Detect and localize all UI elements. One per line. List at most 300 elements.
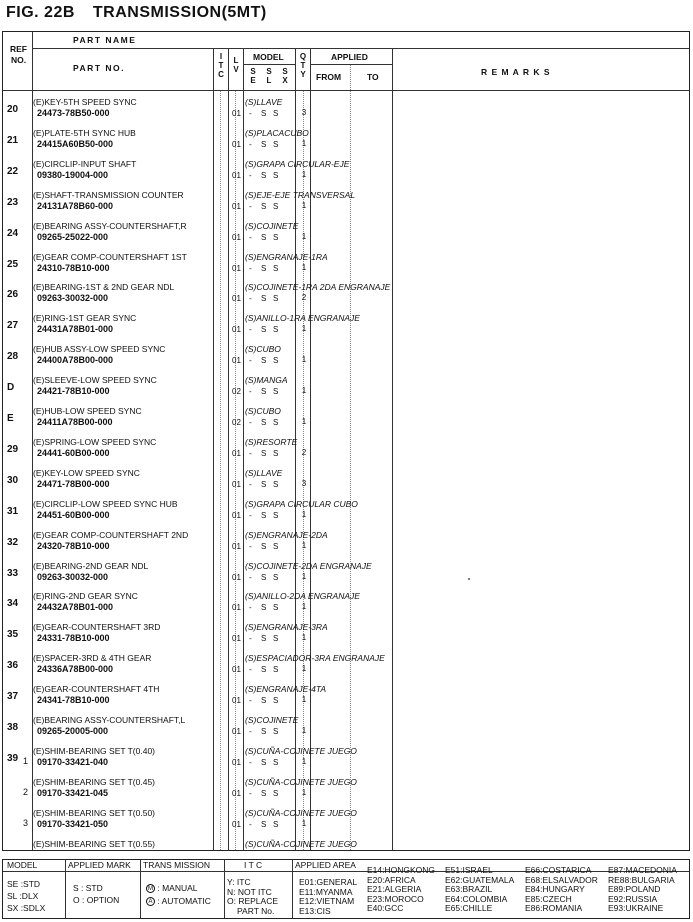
model-sx-mark: S	[273, 696, 279, 706]
ref-number: D	[7, 382, 15, 394]
model-marks	[249, 294, 285, 303]
model-sx-mark: S	[273, 109, 279, 118]
quantity-value: 3	[301, 478, 307, 488]
lv-header: L V	[233, 56, 239, 74]
quantity-value: 1	[301, 756, 307, 766]
quantity-value: 1	[301, 355, 307, 365]
table-row	[3, 621, 689, 652]
ref-number: 33	[7, 567, 19, 579]
quantity-value: 1	[301, 726, 307, 735]
quantity-value: 1	[301, 262, 307, 272]
ref-number: 26	[7, 289, 19, 301]
level-value: 01	[232, 139, 241, 149]
ref-number: 27	[7, 320, 19, 332]
model-se-mark: -	[249, 696, 252, 706]
model-col-sl: S L	[266, 67, 272, 85]
manual-symbol-icon: M	[148, 886, 153, 893]
table-row	[3, 374, 689, 405]
part-name: (E)SHAFT-TRANSMISSION COUNTER	[33, 189, 184, 200]
parts-table	[2, 31, 690, 851]
model-sl-mark: S	[261, 727, 267, 736]
table-row	[3, 281, 689, 312]
part-name: (E)GEAR COMP-COUNTERSHAFT 1ST	[33, 251, 187, 262]
part-number: 24320-78B10-000	[37, 540, 110, 551]
model-se-mark: -	[249, 387, 252, 397]
spanish-name: (S)ESPACIADOR-3RA ENGRANAJE	[245, 653, 385, 664]
part-name: (E)BEARING ASSY-COUNTERSHAFT,R	[33, 220, 187, 231]
model-marks	[249, 573, 285, 582]
model-sx-mark: S	[273, 603, 279, 613]
level-value: 01	[232, 757, 241, 767]
part-number: 24451-60B00-000	[37, 509, 110, 520]
ref-number: 36	[7, 660, 19, 672]
table-row	[3, 652, 689, 683]
part-name: (E)SPRING-LOW SPEED SYNC	[33, 436, 157, 447]
part-name: (E)BEARING-1ST & 2ND GEAR NDL	[33, 282, 175, 293]
model-sl-mark: S	[261, 634, 267, 644]
legend-models: SE :STD SL :DLX SX :SDLX	[7, 879, 46, 913]
model-sl-mark: S	[261, 819, 267, 829]
spanish-name: (S)CUÑA-COJINETE JUEGO	[245, 745, 357, 756]
ref-number: 21	[7, 134, 19, 146]
spanish-name: (S)LLAVE	[245, 97, 283, 107]
model-sl-mark: S	[261, 603, 267, 613]
model-sx-mark: S	[273, 201, 279, 211]
ref-number: 23	[7, 196, 19, 208]
part-number: 24400A78B00-000	[37, 355, 114, 366]
legend-marks: S : STD O : OPTION	[73, 883, 120, 905]
model-sl-mark: S	[261, 109, 267, 118]
model-se-mark: -	[249, 109, 252, 118]
ref-number: 32	[7, 536, 19, 548]
part-name: (E)SHIM-BEARING SET T(0.55)	[33, 838, 156, 849]
table-row	[3, 498, 689, 529]
quantity-value: 1	[301, 633, 307, 643]
quantity-value: 2	[301, 293, 307, 303]
model-se-mark: -	[249, 727, 252, 736]
model-sx-mark: S	[273, 634, 279, 644]
part-name: (E)BEARING-2ND GEAR NDL	[33, 560, 149, 571]
model-sx-mark: S	[273, 510, 279, 520]
level-value: 01	[232, 294, 241, 304]
quantity-value: 1	[301, 509, 307, 519]
model-sl-mark: S	[261, 232, 267, 242]
model-marks	[249, 542, 285, 551]
level-value: 02	[232, 418, 241, 427]
level-value: 01	[232, 479, 241, 489]
part-name: (E)RING-2ND GEAR SYNC	[33, 591, 138, 602]
quantity-value: 3	[301, 108, 307, 117]
model-sx-mark: S	[273, 139, 279, 149]
model-se-mark: -	[249, 170, 252, 180]
ref-number: 31	[7, 505, 19, 517]
model-sl-mark: S	[261, 541, 267, 551]
model-sx-mark: S	[273, 727, 279, 736]
table-row	[3, 220, 689, 251]
quantity-value: 1	[301, 787, 307, 797]
part-number: 09170-33421-045	[37, 787, 109, 798]
level-value: 01	[232, 634, 241, 644]
model-se-mark: -	[249, 294, 252, 304]
table-row	[3, 807, 689, 838]
figure-number: FIG. 22B	[6, 4, 75, 21]
part-number: 24310-78B10-000	[37, 262, 110, 273]
model-col-se: S E	[250, 67, 256, 85]
spanish-name: (S)CUÑA-COJINETE JUEGO	[245, 776, 357, 787]
part-no-header: PART NO.	[73, 63, 125, 73]
part-number: 09380-19004-000	[37, 169, 109, 180]
level-value: 01	[232, 170, 241, 180]
ref-number: 22	[7, 165, 19, 177]
quantity-value: 1	[301, 571, 307, 581]
table-row	[3, 436, 689, 467]
part-number: 24411A78B00-000	[37, 417, 113, 427]
part-number: 09265-25022-000	[37, 231, 109, 242]
table-row	[3, 714, 689, 745]
spanish-name: (S)CUBO	[245, 344, 281, 355]
ref-number: 30	[7, 474, 19, 486]
part-name: (E)PLATE-5TH SYNC HUB	[33, 127, 136, 138]
automatic-symbol-icon: A	[146, 897, 155, 906]
legend-areas-col5: E87:MACEDONIA RE88:BULGARIA E89:POLAND E92:RUSSIA E93:UKRAINE	[608, 865, 677, 913]
qty-header: Q T Y	[299, 52, 307, 79]
legend-areas-col4: E66:COSTARICA E68:ELSALVADOR E84:HUNGARY E85:CZECH E86:ROMANIA	[525, 865, 598, 913]
part-name: (E)GEAR-COUNTERSHAFT 4TH	[33, 684, 160, 695]
spanish-name: (S)LLAVE	[245, 467, 283, 478]
model-se-mark: -	[249, 418, 252, 427]
quantity-value: 1	[301, 169, 307, 179]
level-value: 01	[232, 109, 241, 118]
model-sx-mark: S	[273, 263, 279, 273]
model-sl-mark: S	[261, 356, 267, 366]
model-sx-mark: S	[273, 387, 279, 397]
model-marks	[249, 696, 285, 705]
table-row	[3, 343, 689, 374]
part-number: 24471-78B00-000	[37, 478, 110, 489]
model-sl-mark: S	[261, 170, 267, 180]
model-header: MODEL	[253, 52, 284, 62]
model-marks	[249, 233, 285, 242]
speck-mark	[468, 578, 470, 580]
level-value: 01	[232, 356, 241, 366]
model-sl-mark: S	[261, 418, 267, 427]
quantity-value: 1	[301, 664, 307, 674]
quantity-value: 1	[301, 818, 307, 828]
quantity-value: 1	[301, 602, 307, 612]
spanish-name: (S)GRAPA CIRCULAR CUBO	[245, 498, 358, 509]
part-name: (E)CIRCLIP-INPUT SHAFT	[33, 158, 137, 169]
model-sl-mark: S	[261, 479, 267, 489]
part-name: (E)RING-1ST GEAR SYNC	[33, 313, 137, 324]
level-value: 01	[232, 819, 241, 829]
model-se-mark: -	[249, 634, 252, 644]
level-value: 02	[232, 387, 241, 397]
level-value: 01	[232, 727, 241, 736]
ref-number: 35	[7, 629, 19, 641]
ref-number: 34	[7, 598, 19, 610]
part-number: 24131A78B60-000	[37, 200, 114, 211]
legend-areas-col2: E14:HONGKONG E20:AFRICA E21:ALGERIA E23:MOROCO E40:GCC	[367, 865, 436, 913]
part-number: 09263-30032-000	[37, 293, 109, 304]
legend-areas-col3: E51:ISRAEL E62:GUATEMALA E63:BRAZIL E64:COLOMBIA E65:CHILLE	[445, 865, 515, 913]
model-marks	[249, 356, 285, 365]
model-se-mark: -	[249, 757, 252, 767]
model-marks	[249, 511, 285, 520]
itc-header: I T C	[218, 52, 224, 79]
model-sl-mark: S	[261, 448, 267, 458]
model-se-mark: -	[249, 232, 252, 242]
part-number: 24473-78B50-000	[37, 108, 110, 118]
model-sl-mark: S	[261, 263, 267, 273]
spanish-name: (S)ENGRANAJE-4TA	[245, 684, 327, 695]
table-row	[3, 745, 689, 776]
table-row	[3, 467, 689, 498]
model-marks	[249, 789, 285, 798]
legend	[2, 859, 690, 919]
model-sl-mark: S	[261, 572, 267, 582]
model-sx-mark: S	[273, 541, 279, 551]
part-number: 24415A60B50-000	[37, 138, 114, 149]
part-number: 24432A78B01-000	[37, 602, 114, 613]
model-se-mark: -	[249, 263, 252, 273]
model-marks	[249, 603, 285, 612]
model-marks	[249, 758, 285, 767]
model-sl-mark: S	[261, 294, 267, 304]
level-value: 01	[232, 232, 241, 242]
level-value: 01	[232, 696, 241, 706]
model-sl-mark: S	[261, 696, 267, 706]
model-col-sx: S X	[282, 67, 288, 85]
quantity-value: 1	[301, 200, 307, 210]
model-sl-mark: S	[261, 325, 267, 335]
model-sl-mark: S	[261, 201, 267, 211]
table-row	[3, 529, 689, 560]
table-row	[3, 312, 689, 343]
level-value: 01	[232, 325, 241, 335]
spanish-name: (S)ANILLO-1RA ENGRANAJE	[245, 313, 360, 324]
table-row	[3, 251, 689, 282]
model-marks	[249, 449, 285, 458]
level-value: 01	[232, 603, 241, 613]
quantity-value: 1	[301, 417, 307, 426]
model-marks	[249, 264, 285, 273]
model-sl-mark: S	[261, 387, 267, 397]
ref-number: E	[7, 413, 14, 424]
level-value: 01	[232, 201, 241, 211]
model-marks	[249, 387, 285, 396]
ref-number: 39	[7, 752, 19, 764]
spanish-name: (S)EJE-EJE TRANSVERSAL	[245, 189, 356, 200]
legend-itc: Y: ITC N: NOT ITC O: REPLACE PART No.	[227, 877, 279, 916]
model-marks	[249, 140, 285, 149]
part-name: (E)KEY-5TH SPEED SYNC	[33, 97, 137, 107]
part-name: (E)HUB-LOW SPEED SYNC	[33, 406, 142, 416]
spanish-name: (S)ENGRANAJE-3RA	[245, 622, 328, 633]
model-se-mark: -	[249, 665, 252, 675]
model-marks	[249, 665, 285, 674]
ref-number: 28	[7, 351, 19, 363]
level-value: 01	[232, 263, 241, 273]
model-marks	[249, 727, 285, 736]
applied-header: APPLIED	[331, 52, 368, 62]
quantity-value: 1	[301, 324, 307, 334]
legend-trans: M : MANUAL A : AUTOMATIC	[148, 883, 211, 906]
part-number: 09170-33421-040	[37, 756, 109, 767]
model-sx-mark: S	[273, 356, 279, 366]
legend-itc-title: I T C	[244, 860, 263, 870]
quantity-value: 1	[301, 138, 307, 148]
legend-applied-mark-title: APPLIED MARK	[68, 860, 131, 870]
model-sl-mark: S	[261, 510, 267, 520]
legend-areas-col1: E01:GENERAL E11:MYANMA E12:VIETNAM E13:CIS	[299, 877, 358, 916]
level-value: 01	[232, 665, 241, 675]
model-sx-mark: S	[273, 572, 279, 582]
part-number: 24431A78B01-000	[37, 324, 114, 335]
remarks-header: R E M A R K S	[481, 67, 551, 77]
spanish-name: (S)ENGRANAJE-1RA	[245, 251, 328, 262]
model-sx-mark: S	[273, 448, 279, 458]
ref-number: 29	[7, 443, 19, 455]
part-name: (E)GEAR COMP-COUNTERSHAFT 2ND	[33, 529, 189, 540]
ref-no-header: REF NO.	[10, 44, 27, 65]
table-row	[3, 127, 689, 158]
table-row	[3, 560, 689, 591]
figure-title: TRANSMISSION(5MT)	[92, 4, 267, 21]
legend-model-title: MODEL	[7, 860, 38, 870]
spanish-name: (S)COJINETE	[245, 715, 299, 725]
quantity-value: 1	[301, 695, 307, 705]
part-number: 09170-33421-050	[37, 818, 109, 829]
spanish-name: (S)PLACACUBO	[245, 127, 309, 138]
model-se-mark: -	[249, 788, 252, 798]
quantity-value: 1	[301, 540, 307, 550]
part-name: (E)SHIM-BEARING SET T(0.40)	[33, 745, 156, 756]
model-se-mark: -	[249, 479, 252, 489]
model-marks	[249, 634, 285, 643]
spanish-name: (S)ANILLO-2DA ENGRANAJE	[245, 591, 360, 602]
part-number: 24336A78B00-000	[37, 664, 114, 675]
model-se-mark: -	[249, 356, 252, 366]
part-name: (E)SHIM-BEARING SET T(0.45)	[33, 776, 156, 787]
quantity-value: 2	[301, 447, 307, 457]
spanish-name: (S)ENGRANAJE-2DA	[245, 529, 328, 540]
model-marks	[249, 202, 285, 211]
part-number: 24421-78B10-000	[37, 386, 110, 397]
model-se-mark: -	[249, 448, 252, 458]
table-row	[3, 96, 689, 127]
spanish-name: (S)CUBO	[245, 406, 281, 416]
table-row	[3, 189, 689, 220]
model-marks	[249, 109, 285, 118]
page-title	[6, 4, 267, 22]
model-sl-mark: S	[261, 139, 267, 149]
model-sx-mark: S	[273, 665, 279, 675]
level-value: 01	[232, 572, 241, 582]
part-name: (E)KEY-LOW SPEED SYNC	[33, 467, 140, 478]
level-value: 01	[232, 541, 241, 551]
part-name: (E)GEAR-COUNTERSHAFT 3RD	[33, 622, 161, 633]
model-marks	[249, 171, 285, 180]
spanish-name: (S)MANGA	[245, 375, 288, 386]
model-sl-mark: S	[261, 757, 267, 767]
table-row	[3, 683, 689, 714]
model-sx-mark: S	[273, 325, 279, 335]
part-number: 24341-78B10-000	[37, 695, 110, 706]
ref-number: 37	[7, 691, 19, 703]
model-sx-mark: S	[273, 418, 279, 427]
quantity-value: 1	[301, 231, 307, 241]
model-se-mark: -	[249, 325, 252, 335]
model-se-mark: -	[249, 819, 252, 829]
spanish-name: (S)COJINETE-2DA ENGRANAJE	[245, 560, 372, 571]
model-marks	[249, 418, 285, 427]
ref-sub-number: 2	[23, 786, 29, 797]
table-row	[3, 405, 689, 436]
part-name: (E)SLEEVE-LOW SPEED SYNC	[33, 375, 157, 386]
model-se-mark: -	[249, 510, 252, 520]
part-number: 09265-20005-000	[37, 726, 109, 736]
part-name: (E)BEARING ASSY-COUNTERSHAFT,L	[33, 715, 186, 725]
part-name-header: PART NAME	[73, 35, 137, 45]
ref-number: 25	[7, 258, 19, 270]
part-number: 24331-78B10-000	[37, 633, 110, 644]
model-se-mark: -	[249, 572, 252, 582]
model-sx-mark: S	[273, 232, 279, 242]
model-se-mark: -	[249, 201, 252, 211]
level-value: 01	[232, 788, 241, 798]
model-marks	[249, 325, 285, 334]
ref-number: 38	[7, 722, 19, 733]
part-number: 09263-30032-000	[37, 571, 109, 582]
to-header: TO	[367, 72, 379, 82]
table-row	[3, 590, 689, 621]
table-row	[3, 158, 689, 189]
model-sx-mark: S	[273, 294, 279, 304]
part-name: (E)HUB ASSY-LOW SPEED SYNC	[33, 344, 166, 355]
legend-trans-title: TRANS MISSION	[143, 860, 211, 870]
from-header: FROM	[316, 72, 342, 82]
spanish-name: (S)CUÑA-COJINETE JUEGO	[245, 838, 357, 849]
quantity-value: 1	[301, 386, 307, 396]
model-se-mark: -	[249, 541, 252, 551]
model-sl-mark: S	[261, 788, 267, 798]
ref-sub-number: 1	[23, 755, 29, 766]
table-row	[3, 776, 689, 807]
legend-area-title: APPLIED AREA	[295, 860, 356, 870]
part-name: (E)CIRCLIP-LOW SPEED SYNC HUB	[33, 498, 178, 509]
model-se-mark: -	[249, 603, 252, 613]
model-sx-mark: S	[273, 757, 279, 767]
model-sx-mark: S	[273, 819, 279, 829]
model-sl-mark: S	[261, 665, 267, 675]
ref-number: 24	[7, 227, 19, 239]
model-sx-mark: S	[273, 788, 279, 798]
part-name: (E)SPACER-3RD & 4TH GEAR	[33, 653, 152, 664]
model-marks	[249, 480, 285, 489]
spanish-name: (S)COJINETE	[245, 220, 299, 231]
level-value: 01	[232, 448, 241, 458]
model-sx-mark: S	[273, 170, 279, 180]
spanish-name: (S)RESORTE	[245, 436, 298, 447]
spanish-name: (S)COJINETE-1RA 2DA ENGRANAJE	[245, 282, 391, 293]
level-value: 01	[232, 510, 241, 520]
part-number: 24441-60B00-000	[37, 447, 110, 458]
spanish-name: (S)CUÑA-COJINETE JUEGO	[245, 807, 357, 818]
spanish-name: (S)GRAPA CIRCULAR-EJE	[245, 158, 350, 169]
model-sx-mark: S	[273, 479, 279, 489]
ref-number: 20	[7, 104, 19, 115]
part-name: (E)SHIM-BEARING SET T(0.50)	[33, 807, 156, 818]
